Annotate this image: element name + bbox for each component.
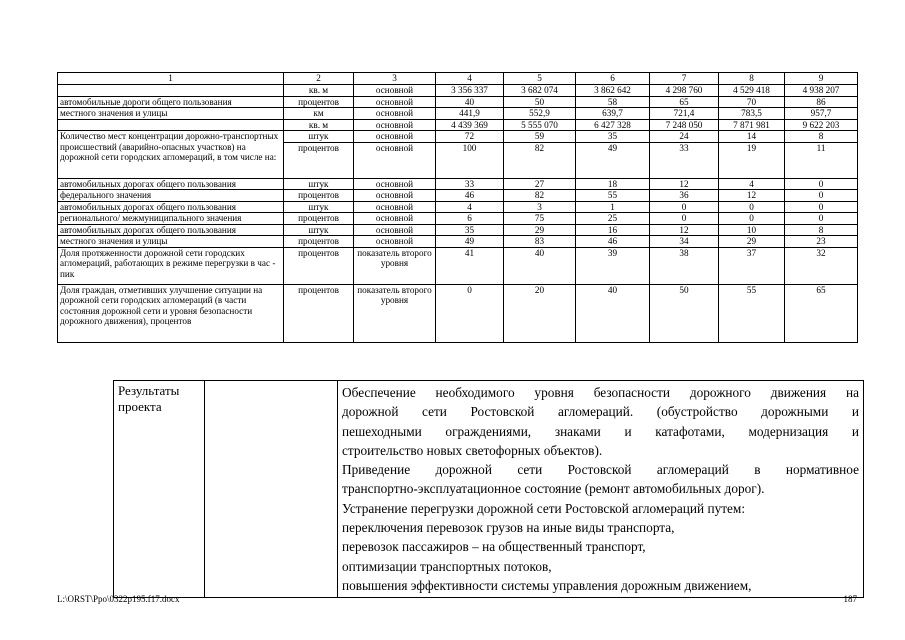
- unit-cell: км: [284, 108, 354, 120]
- row-name: автомобильных дорогах общего пользования: [58, 178, 284, 190]
- value-cell: 35: [576, 131, 650, 143]
- value-cell: 33: [436, 178, 504, 190]
- value-cell: 24: [650, 131, 719, 143]
- value-cell: 14: [719, 131, 785, 143]
- value-cell: 29: [504, 224, 576, 236]
- table-row: [58, 108, 858, 120]
- value-cell: 0: [785, 201, 858, 213]
- results-line: дорожной сети Ростовской агломераций. (обустройство дорожными и: [342, 404, 859, 420]
- value-cell: 6 427 328: [576, 119, 650, 131]
- value-cell: 35: [436, 224, 504, 236]
- value-cell: 10: [719, 224, 785, 236]
- row-name-overload: Доля протяженности дорожной сети городских агломераций, работающих в режиме перегрузки в час - пик: [58, 247, 284, 284]
- unit-cell: процентов: [284, 247, 354, 284]
- value-cell: 18: [576, 178, 650, 190]
- type-cell: основной: [354, 190, 436, 202]
- unit-cell: кв. м: [284, 85, 354, 97]
- results-line: Приведение дорожной сети Ростовской агломераций в нормативное: [342, 462, 859, 478]
- table-row: [58, 224, 858, 236]
- value-cell: 46: [576, 236, 650, 248]
- unit-cell: процентов: [284, 142, 354, 178]
- value-cell: 39: [576, 247, 650, 284]
- results-content: [338, 381, 864, 598]
- unit-cell: штук: [284, 224, 354, 236]
- value-cell: 55: [576, 190, 650, 202]
- header-cell: 4: [436, 73, 504, 85]
- table-row: [58, 213, 858, 225]
- value-cell: 49: [436, 236, 504, 248]
- value-cell: 65: [650, 96, 719, 108]
- header-row: [58, 73, 858, 85]
- value-cell: 6: [436, 213, 504, 225]
- value-cell: 65: [785, 284, 858, 342]
- type-cell: основной: [354, 85, 436, 97]
- value-cell: 4 529 418: [719, 85, 785, 97]
- value-cell: 37: [719, 247, 785, 284]
- value-cell: 59: [504, 131, 576, 143]
- value-cell: 4: [719, 178, 785, 190]
- value-cell: 3: [504, 201, 576, 213]
- value-cell: 12: [719, 190, 785, 202]
- value-cell: 41: [436, 247, 504, 284]
- table-row: [58, 119, 858, 131]
- value-cell: 82: [504, 142, 576, 178]
- value-cell: 75: [504, 213, 576, 225]
- value-cell: 3 862 642: [576, 85, 650, 97]
- value-cell: 9 622 203: [785, 119, 858, 131]
- value-cell: 3 682 074: [504, 85, 576, 97]
- value-cell: 0: [785, 190, 858, 202]
- value-cell: 0: [436, 284, 504, 342]
- value-cell: 49: [576, 142, 650, 178]
- type-cell: основной: [354, 108, 436, 120]
- row-name-accidents: Количество мест концентрации дорожно-транспортных происшествий (аварийно-опасных участков) на дорожной сети городских агломераций, в том числе на:: [58, 131, 284, 179]
- type-cell: основной: [354, 142, 436, 178]
- value-cell: 19: [719, 142, 785, 178]
- table-row: [58, 96, 858, 108]
- value-cell: 0: [650, 213, 719, 225]
- results-line: транспортно-эксплуатационное состояние (ремонт автомобильных дорог).: [342, 481, 765, 497]
- value-cell: 50: [504, 96, 576, 108]
- value-cell: 82: [504, 190, 576, 202]
- type-cell: основной: [354, 131, 436, 143]
- value-cell: 4: [436, 201, 504, 213]
- value-cell: 46: [436, 190, 504, 202]
- value-cell: 957,7: [785, 108, 858, 120]
- value-cell: 783,5: [719, 108, 785, 120]
- value-cell: 0: [785, 213, 858, 225]
- unit-cell: процентов: [284, 96, 354, 108]
- value-cell: 7 248 050: [650, 119, 719, 131]
- row-name-citizens: Доля граждан, отметивших улучшение ситуации на дорожной сети городских агломераций (в части состояния дорожной сети и уровня безопасности дорожного движения), процентов: [58, 284, 284, 342]
- table-row: [58, 284, 858, 342]
- value-cell: 0: [650, 201, 719, 213]
- value-cell: 8: [785, 131, 858, 143]
- value-cell: 3 356 337: [436, 85, 504, 97]
- row-name: [58, 85, 284, 97]
- results-line: Устранение перегрузки дорожной сети Ростовской агломераций путем:: [342, 500, 746, 516]
- value-cell: 83: [504, 236, 576, 248]
- value-cell: 40: [436, 96, 504, 108]
- unit-cell: кв. м: [284, 119, 354, 131]
- value-cell: 0: [719, 213, 785, 225]
- header-cell: 7: [650, 73, 719, 85]
- value-cell: 23: [785, 236, 858, 248]
- value-cell: 100: [436, 142, 504, 178]
- indicators-table: [57, 72, 858, 343]
- table-row: [58, 236, 858, 248]
- table-row: [58, 85, 858, 97]
- results-line: переключения перевозок грузов на иные виды транспорта,: [342, 520, 675, 536]
- value-cell: 12: [650, 178, 719, 190]
- value-cell: 5 555 070: [504, 119, 576, 131]
- value-cell: 70: [719, 96, 785, 108]
- header-cell: 2: [284, 73, 354, 85]
- value-cell: 38: [650, 247, 719, 284]
- unit-cell: процентов: [284, 190, 354, 202]
- value-cell: 86: [785, 96, 858, 108]
- results-line: повышения эффективности системы управления дорожным движением,: [342, 577, 752, 593]
- type-cell: основной: [354, 236, 436, 248]
- row-name: автомобильных дорогах общего пользования: [58, 224, 284, 236]
- results-line: перевозок пассажиров – на общественный транспорт,: [342, 539, 646, 555]
- footer-page-number: 187: [843, 594, 857, 604]
- value-cell: 4 439 369: [436, 119, 504, 131]
- value-cell: 7 871 981: [719, 119, 785, 131]
- value-cell: 552,9: [504, 108, 576, 120]
- type-cell: показатель второго уровня: [354, 247, 436, 284]
- type-cell: основной: [354, 213, 436, 225]
- unit-cell: процентов: [284, 284, 354, 342]
- value-cell: 16: [576, 224, 650, 236]
- unit-cell: процентов: [284, 236, 354, 248]
- results-line: пешеходными ограждениями, знаками и катафотами, модернизация и: [342, 423, 859, 439]
- unit-cell: процентов: [284, 213, 354, 225]
- value-cell: 40: [504, 247, 576, 284]
- footer-file-path: L:\ORST\Ppo\0322p195.f17.docx: [57, 594, 180, 604]
- value-cell: 29: [719, 236, 785, 248]
- table-row: [58, 201, 858, 213]
- unit-cell: штук: [284, 178, 354, 190]
- value-cell: 12: [650, 224, 719, 236]
- value-cell: 55: [719, 284, 785, 342]
- value-cell: 25: [576, 213, 650, 225]
- table-row: [58, 178, 858, 190]
- table-row: [58, 247, 858, 284]
- row-name: регионального/ межмуниципального значения: [58, 213, 284, 225]
- results-label: Результаты проекта: [114, 381, 205, 598]
- unit-cell: штук: [284, 201, 354, 213]
- results-line: Обеспечение необходимого уровня безопасности дорожного движения на: [342, 385, 859, 400]
- results-line: строительство новых светофорных объектов).: [342, 442, 603, 458]
- project-results-table: [113, 380, 864, 598]
- value-cell: 1: [576, 201, 650, 213]
- unit-cell: штук: [284, 131, 354, 143]
- value-cell: 0: [785, 178, 858, 190]
- results-line: оптимизации транспортных потоков,: [342, 558, 552, 574]
- empty-cell: [205, 381, 338, 598]
- value-cell: 721,4: [650, 108, 719, 120]
- value-cell: 36: [650, 190, 719, 202]
- header-cell: 9: [785, 73, 858, 85]
- row-name: автомобильные дороги общего пользования: [58, 96, 284, 108]
- type-cell: основной: [354, 119, 436, 131]
- value-cell: 40: [576, 284, 650, 342]
- row-name: [58, 119, 284, 131]
- value-cell: 4 298 760: [650, 85, 719, 97]
- type-cell: основной: [354, 96, 436, 108]
- value-cell: 33: [650, 142, 719, 178]
- type-cell: показатель второго уровня: [354, 284, 436, 342]
- type-cell: основной: [354, 178, 436, 190]
- value-cell: 8: [785, 224, 858, 236]
- row-name: автомобильных дорогах общего пользования: [58, 201, 284, 213]
- value-cell: 11: [785, 142, 858, 178]
- value-cell: 34: [650, 236, 719, 248]
- value-cell: 58: [576, 96, 650, 108]
- header-cell: 8: [719, 73, 785, 85]
- value-cell: 639,7: [576, 108, 650, 120]
- row-name: местного значения и улицы: [58, 108, 284, 120]
- type-cell: основной: [354, 201, 436, 213]
- value-cell: 0: [719, 201, 785, 213]
- table-row: [58, 131, 858, 143]
- results-row: [114, 381, 864, 598]
- type-cell: основной: [354, 224, 436, 236]
- value-cell: 50: [650, 284, 719, 342]
- value-cell: 4 938 207: [785, 85, 858, 97]
- row-name: местного значения и улицы: [58, 236, 284, 248]
- value-cell: 27: [504, 178, 576, 190]
- table-row: [58, 190, 858, 202]
- value-cell: 441,9: [436, 108, 504, 120]
- value-cell: 72: [436, 131, 504, 143]
- row-name: федерального значения: [58, 190, 284, 202]
- header-cell: 1: [58, 73, 284, 85]
- header-cell: 3: [354, 73, 436, 85]
- header-cell: 6: [576, 73, 650, 85]
- header-cell: 5: [504, 73, 576, 85]
- value-cell: 32: [785, 247, 858, 284]
- value-cell: 20: [504, 284, 576, 342]
